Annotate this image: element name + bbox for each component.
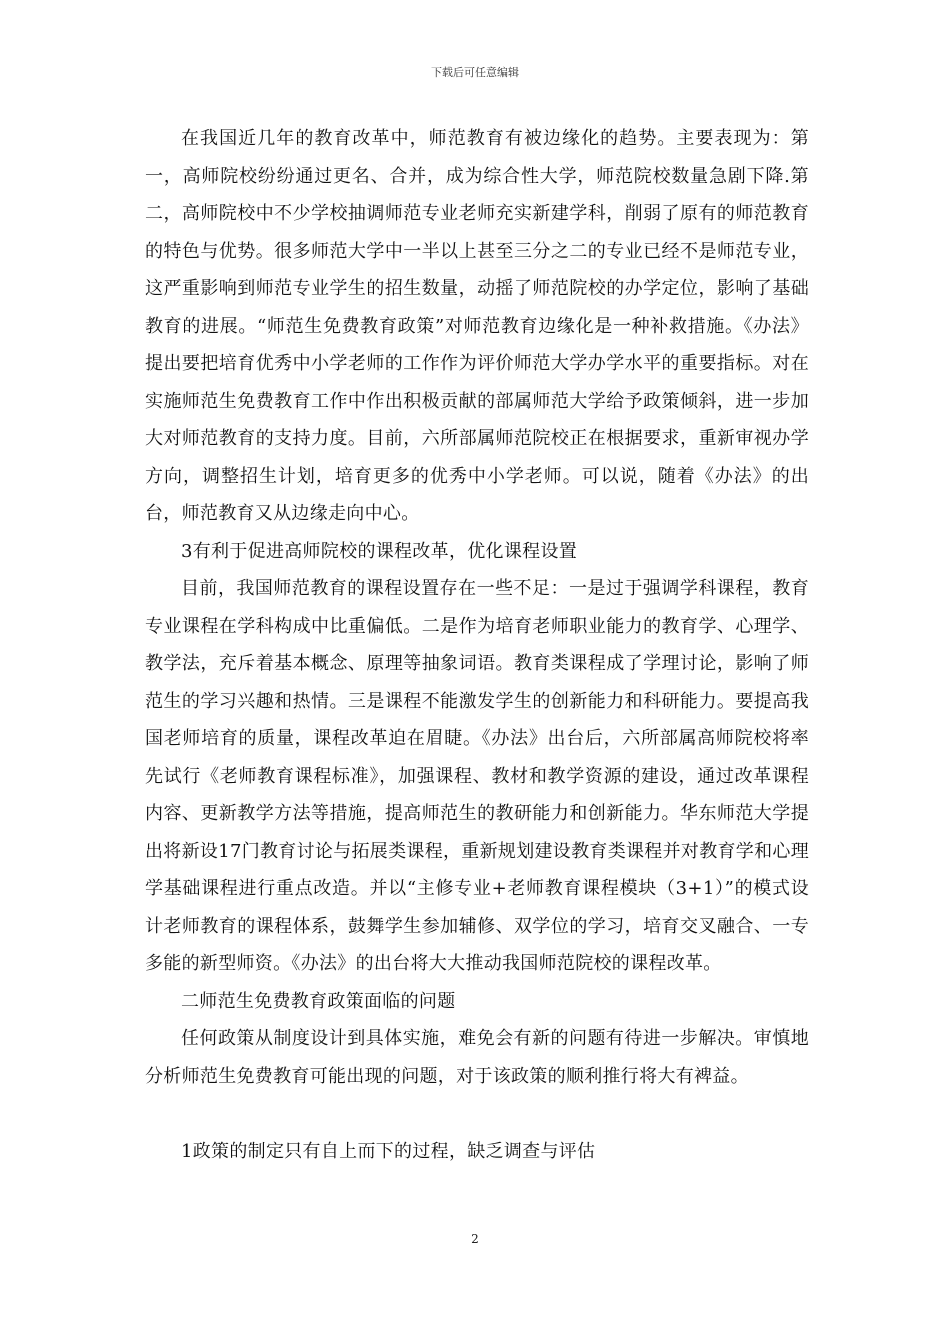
paragraph-policy-problems: 任何政策从制度设计到具体实施，难免会有新的问题有待进一步解决。审慎地分析师范生免费教育可能出现的问题，对于该政策的顺利推行将大有裨益。 <box>145 1028 809 1087</box>
page-number: 2 <box>471 1232 479 1246</box>
section-heading-policy-making: 1政策的制定只有自上而下的过程，缺乏调查与评估 <box>181 1140 596 1162</box>
section-heading-curriculum-reform: 3有利于促进高师院校的课程改革，优化课程设置 <box>181 540 578 562</box>
page-header: 下载后可任意编辑 <box>431 66 519 79</box>
document-body <box>145 120 809 1170</box>
paragraph-marginalization: 在我国近几年的教育改革中，师范教育有被边缘化的趋势。主要表现为：第一，高师院校纷纷通过更名、合并，成为综合性大学，师范院校数量急剧下降.第二，高师院校中不少学校抽调师范专业老师充实新建学科，削弱了原有的师范教育的特色与优势。很多师范大学中一半以上甚至三分之二的专业已经不是师范专业，这严重影响到师范专业学生的招生数量，动摇了师范院校的办学定位，影响了基础教育的进展。“师范生免费教育政策”对师范教育边缘化是一种补救措施。《办法》提出要把培育优秀中小学老师的工作作为评价师范大学办学水平的重要指标。对在实施师范生免费教育工作中作出积极贡献的部属师范大学给予政策倾斜，进一步加大对师范教育的支持力度。目前，六所部属师范院校正在根据要求，重新审视办学方向，调整招生计划，培育更多的优秀中小学老师。可以说，随着《办法》的出台，师范教育又从边缘走向中心。 <box>145 128 809 524</box>
paragraph-curriculum: 目前，我国师范教育的课程设置存在一些不足：一是过于强调学科课程，教育专业课程在学科构成中比重偏低。二是作为培育老师职业能力的教育学、心理学、教学法，充斥着基本概念、原理等抽象词语。教育类课程成了学理讨论，影响了师范生的学习兴趣和热情。三是课程不能激发学生的创新能力和科研能力。要提高我国老师培育的质量，课程改革迫在眉睫。《办法》出台后，六所部属高师院校将率先试行《老师教育课程标准》，加强课程、教材和教学资源的建设，通过改革课程内容、更新教学方法等措施，提高师范生的教研能力和创新能力。华东师范大学提出将新设17门教育讨论与拓展类课程，重新规划建设教育类课程并对教育学和心理学基础课程进行重点改造。并以“主修专业+老师教育课程模块（3+1）”的模式设计老师教育的课程体系，鼓舞学生参加辅修、双学位的学习，培育交叉融合、一专多能的新型师资。《办法》的出台将大大推动我国师范院校的课程改革。 <box>145 578 810 974</box>
section-heading-policy-problems: 二师范生免费教育政策面临的问题 <box>181 990 456 1012</box>
